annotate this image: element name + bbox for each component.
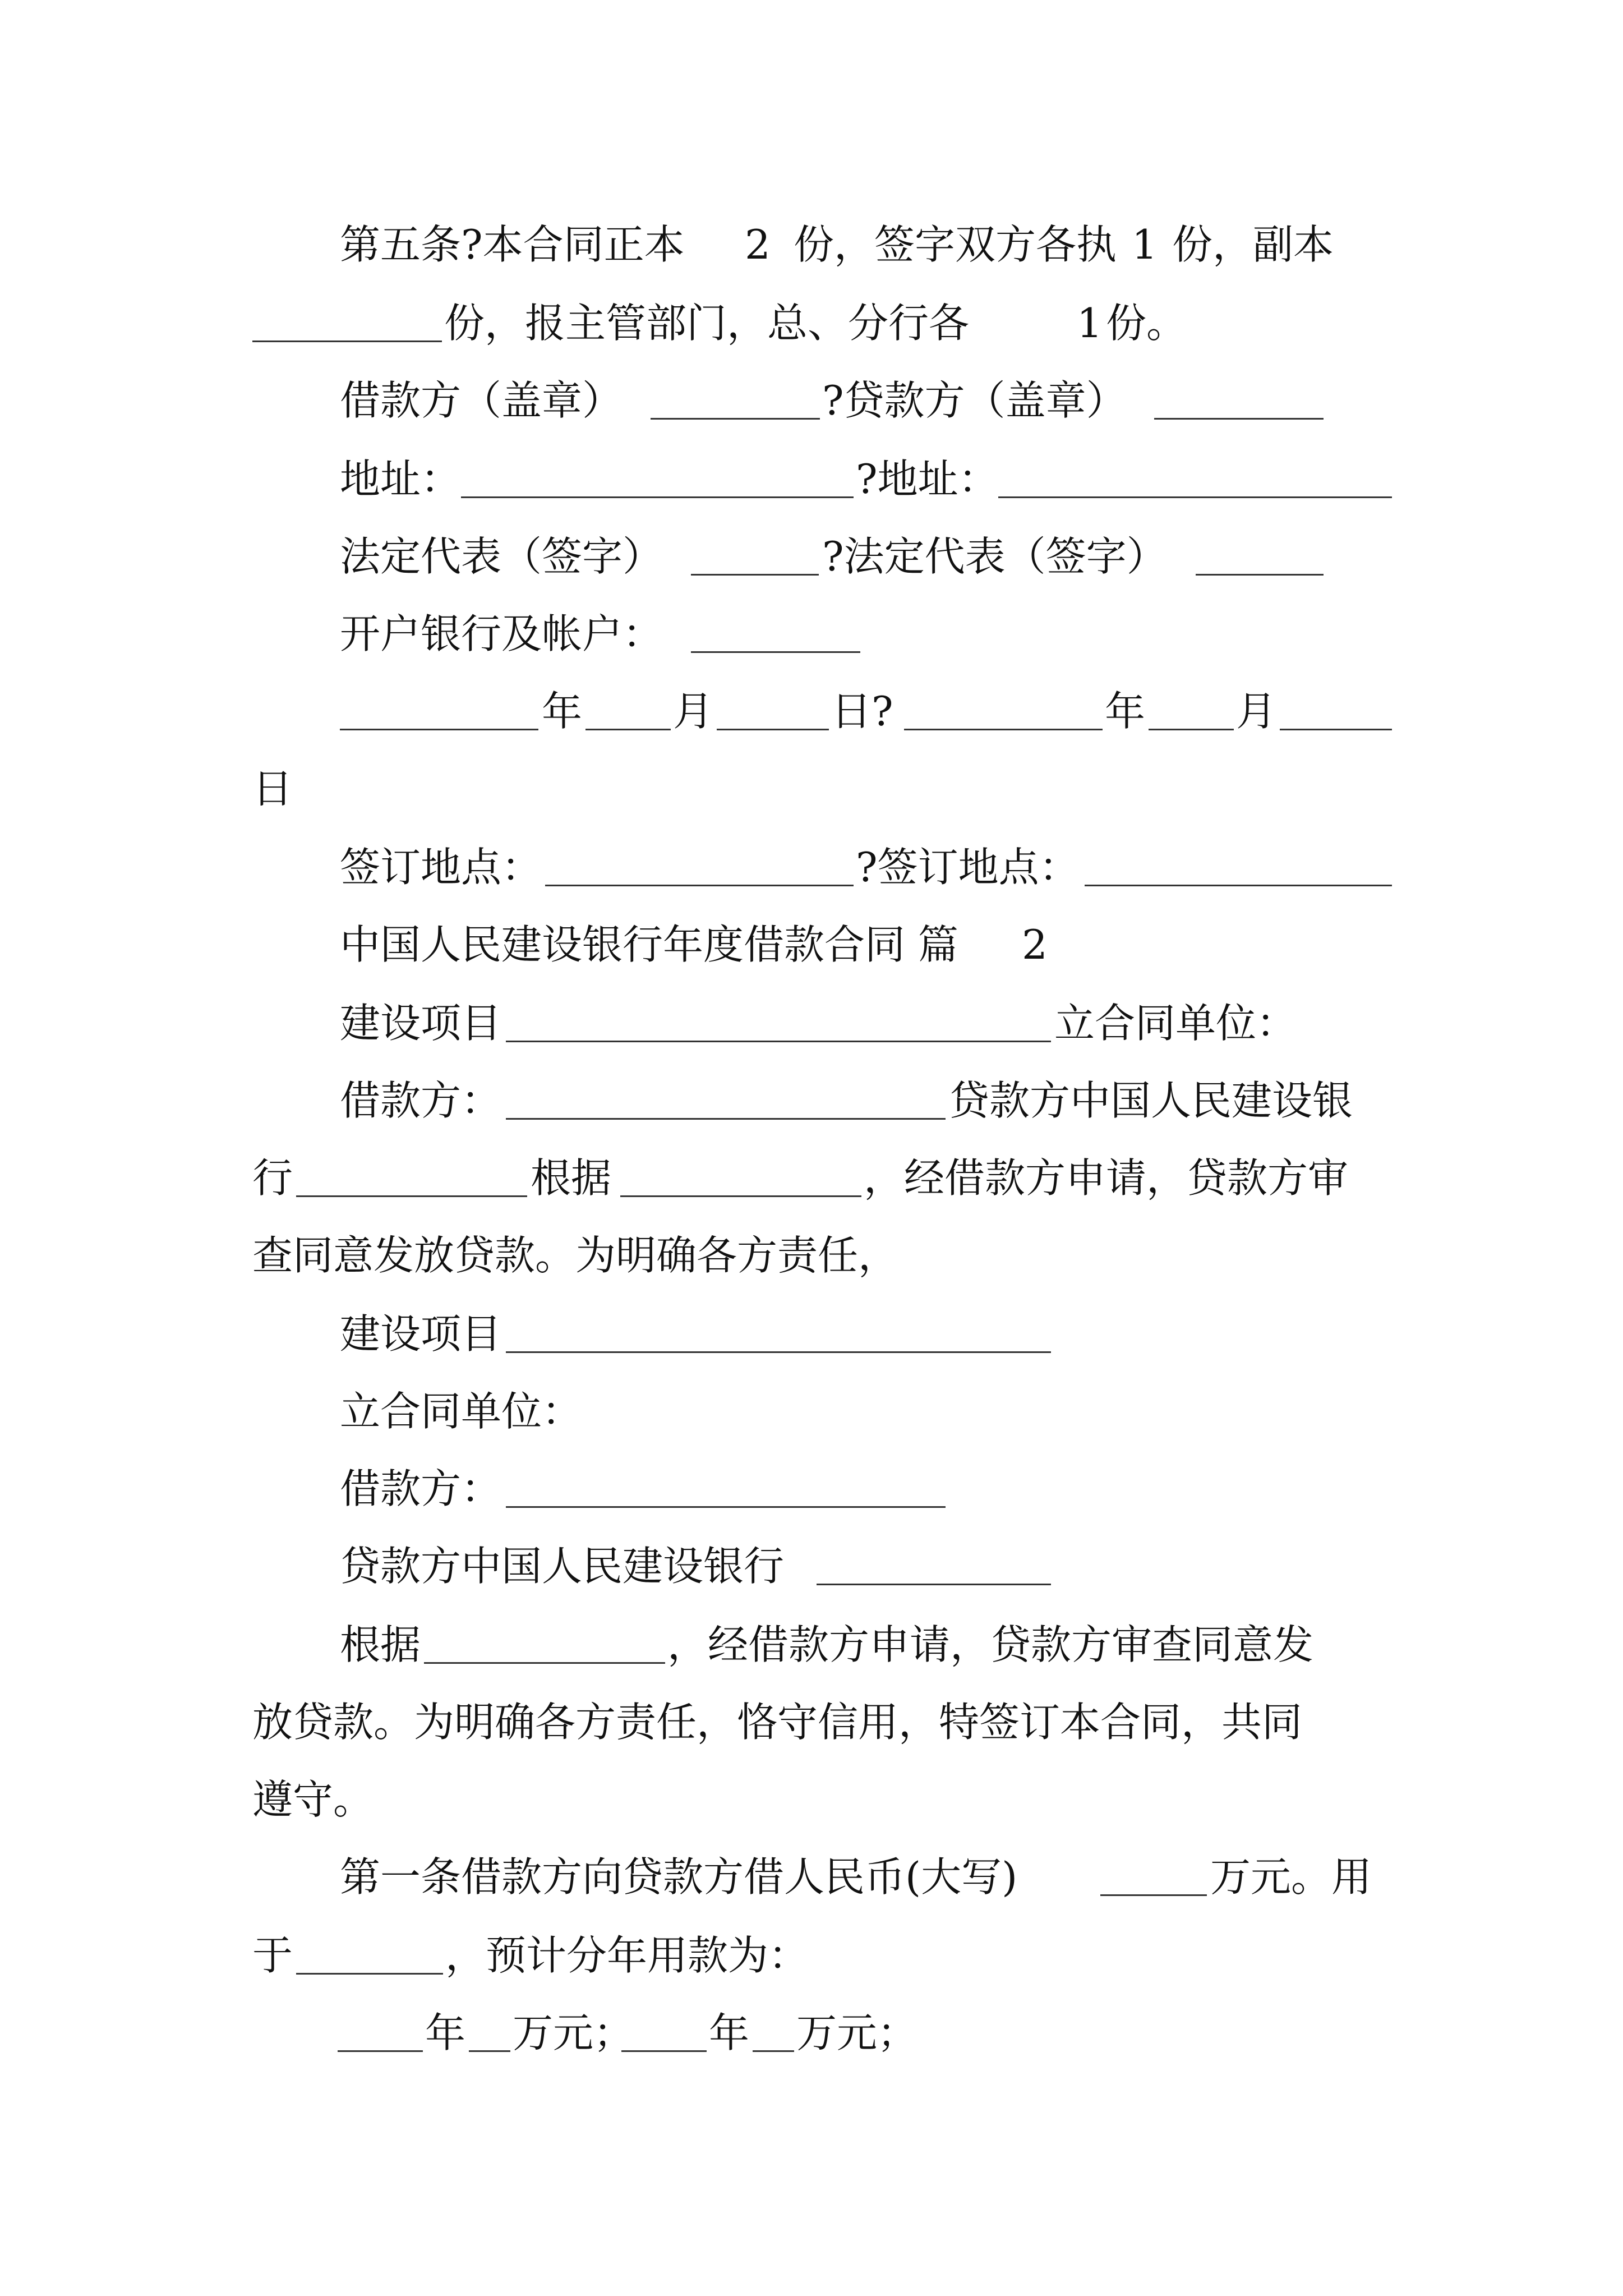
text-segment: 1 bbox=[1132, 221, 1158, 268]
text-segment: ?贷款方（盖章） bbox=[822, 377, 1127, 424]
text-segment: 中国人民建设银行年度借款合同 篇 bbox=[340, 921, 958, 968]
fill-in-blank[interactable] bbox=[1100, 1849, 1207, 1905]
fill-in-blank[interactable] bbox=[296, 1927, 443, 1984]
fill-in-blank[interactable] bbox=[506, 1306, 1051, 1362]
text-segment: 根据 bbox=[340, 1621, 421, 1668]
text-segment: 立合同单位： bbox=[1054, 1000, 1297, 1047]
fill-in-blank[interactable] bbox=[1085, 839, 1392, 895]
text-segment: ，预计分年用款为： bbox=[445, 1932, 809, 1979]
fill-in-blank[interactable] bbox=[1154, 372, 1324, 429]
text-segment: 借款方： bbox=[340, 1077, 502, 1124]
text-segment: 年 bbox=[425, 2009, 466, 2056]
text-segment: 日 bbox=[252, 765, 293, 812]
fill-in-blank[interactable] bbox=[1280, 683, 1392, 739]
fill-in-blank[interactable] bbox=[506, 1461, 946, 1517]
text-segment: 年 bbox=[709, 2009, 750, 2056]
fill-in-blank[interactable] bbox=[461, 451, 854, 507]
fill-in-blank[interactable] bbox=[998, 451, 1392, 507]
text-segment: 放贷款。为明确各方责任，恪守信用，特签订本合同，共同 bbox=[252, 1699, 1303, 1746]
text-segment: 份。 bbox=[1106, 300, 1187, 347]
text-segment: 于 bbox=[252, 1932, 293, 1979]
text-segment: 月 bbox=[673, 688, 714, 735]
fill-in-blank[interactable] bbox=[620, 1150, 861, 1206]
text-segment: 第五条?本合同正本 bbox=[340, 221, 685, 268]
fill-in-blank[interactable] bbox=[340, 683, 538, 739]
text-segment: 查同意发放贷款。为明确各方责任， bbox=[252, 1232, 899, 1279]
fill-in-blank[interactable] bbox=[753, 2005, 794, 2061]
text-segment: 万元； bbox=[796, 2009, 918, 2056]
fill-in-blank[interactable] bbox=[651, 372, 820, 429]
fill-in-blank[interactable] bbox=[424, 1617, 665, 1673]
fill-in-blank[interactable] bbox=[621, 2005, 707, 2061]
text-segment: 万元； bbox=[513, 2009, 634, 2056]
text-segment: 2 bbox=[1022, 921, 1048, 968]
text-segment: ?地址： bbox=[856, 455, 999, 503]
text-segment: 年 bbox=[1105, 688, 1146, 735]
text-segment: 份，签字双方各执 bbox=[794, 221, 1117, 268]
fill-in-blank[interactable] bbox=[585, 683, 671, 739]
text-segment: 1 bbox=[1077, 300, 1103, 347]
fill-in-blank[interactable] bbox=[691, 606, 860, 662]
text-segment: 遵守。 bbox=[252, 1776, 374, 1823]
fill-in-blank[interactable] bbox=[817, 1538, 1051, 1594]
text-segment: ?签订地点： bbox=[856, 844, 1080, 891]
fill-in-blank[interactable] bbox=[545, 839, 854, 895]
text-segment: 地址： bbox=[340, 455, 462, 503]
text-segment: 份，副本 bbox=[1172, 221, 1334, 268]
fill-in-blank[interactable] bbox=[252, 295, 442, 351]
fill-in-blank[interactable] bbox=[296, 1150, 527, 1206]
fill-in-blank[interactable] bbox=[904, 683, 1103, 739]
fill-in-blank[interactable] bbox=[717, 683, 829, 739]
text-segment: 借款方（盖章） bbox=[340, 377, 623, 424]
text-segment: 年 bbox=[542, 688, 583, 735]
text-segment: 借款方： bbox=[340, 1465, 502, 1512]
text-segment: 万元。用 bbox=[1210, 1853, 1372, 1901]
text-segment: 签订地点： bbox=[340, 844, 542, 891]
text-segment: 份，报主管部门，总、分行各 bbox=[444, 300, 970, 347]
text-segment: 贷款方中国人民建设银 bbox=[949, 1077, 1353, 1124]
text-segment: ，经借款方申请，贷款方审 bbox=[864, 1154, 1349, 1202]
text-segment: ，经借款方申请，贷款方审查同意发 bbox=[667, 1621, 1314, 1668]
text-segment: 根据 bbox=[531, 1154, 612, 1202]
fill-in-blank[interactable] bbox=[506, 995, 1051, 1051]
fill-in-blank[interactable] bbox=[691, 528, 819, 585]
text-segment: 月 bbox=[1236, 688, 1277, 735]
text-segment: 立合同单位： bbox=[340, 1388, 583, 1435]
text-segment: 开户银行及帐户： bbox=[340, 610, 663, 657]
text-segment: 日? bbox=[831, 688, 893, 735]
fill-in-blank[interactable] bbox=[469, 2005, 510, 2061]
fill-in-blank[interactable] bbox=[1196, 528, 1324, 585]
text-segment: 第一条借款方向贷款方借人民币(大写) bbox=[340, 1853, 1018, 1901]
text-segment: ?法定代表（签字） bbox=[822, 533, 1167, 580]
text-segment: 法定代表（签字） bbox=[340, 533, 663, 580]
fill-in-blank[interactable] bbox=[506, 1073, 946, 1129]
text-segment: 建设项目 bbox=[340, 1000, 502, 1047]
fill-in-blank[interactable] bbox=[338, 2005, 423, 2061]
text-segment: 建设项目 bbox=[340, 1310, 502, 1358]
text-segment: 贷款方中国人民建设银行 bbox=[340, 1543, 785, 1590]
text-segment: 2 bbox=[745, 221, 771, 268]
fill-in-blank[interactable] bbox=[1149, 683, 1234, 739]
text-segment: 行 bbox=[252, 1154, 293, 1202]
